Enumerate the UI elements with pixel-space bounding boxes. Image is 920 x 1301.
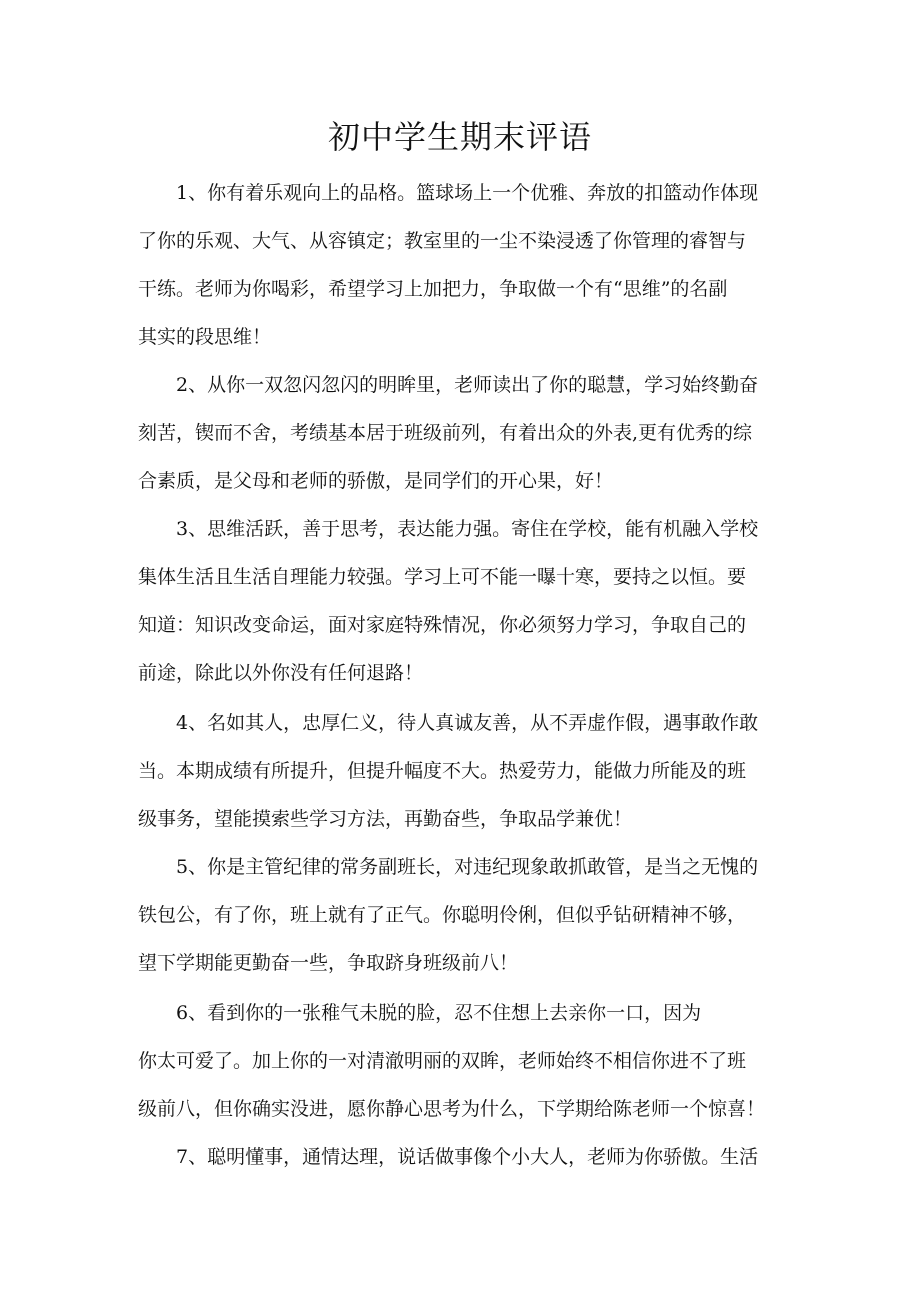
text-line: 级事务，望能摸索些学习方法，再勤奋些，争取品学兼优！ [138,808,633,830]
text-line: 3、思维活跃，善于思考，表达能力强。寄住在学校，能有机融入学校 [176,518,759,540]
text-line: 4、名如其人，忠厚仁义，待人真诚友善，从不弄虚作假，遇事敢作敢 [176,712,759,734]
text-line: 5、你是主管纪律的常务副班长，对违纪现象敢抓敢管，是当之无愧的 [176,856,759,878]
text-line: 刻苦，锲而不舍，考绩基本居于班级前列，有着出众的外表,更有优秀的综 [138,422,753,444]
text-line: 你太可爱了。加上你的一对清澈明丽的双眸，老师始终不相信你进不了班 [138,1050,747,1072]
text-line: 1、你有着乐观向上的品格。篮球场上一个优雅、奔放的扣篮动作体现 [176,182,759,204]
text-line: 当。本期成绩有所提升，但提升幅度不大。热爱劳力，能做力所能及的班 [138,760,747,782]
text-line: 望下学期能更勤奋一些，争取跻身班级前八！ [138,952,519,974]
text-line: 干练。老师为你喝彩，希望学习上加把力，争取做一个有“思维”的名副 [138,278,728,300]
text-line: 集体生活且生活自理能力较强。学习上可不能一曝十寒，要持之以恒。要 [138,566,747,588]
text-line: 2、从你一双忽闪忽闪的明眸里，老师读出了你的聪慧，学习始终勤奋 [176,374,759,396]
text-line: 其实的段思维！ [138,326,272,348]
page-title: 初中学生期末评语 [327,118,592,156]
text-line: 7、聪明懂事，通情达理，说话做事像个小大人，老师为你骄傲。生活 [176,1146,759,1168]
text-line: 知道：知识改变命运，面对家庭特殊情况，你必须努力学习，争取自己的 [138,614,747,636]
text-line: 前途，除此以外你没有任何退路！ [138,662,424,684]
text-line: 铁包公，有了你，班上就有了正气。你聪明伶俐，但似乎钻研精神不够， [138,904,747,926]
text-line: 合素质，是父母和老师的骄傲，是同学们的开心果，好！ [138,470,614,492]
text-line: 6、看到你的一张稚气未脱的脸，忍不住想上去亲你一口，因为 [176,1002,702,1024]
text-line: 了你的乐观、大气、从容镇定；教室里的一尘不染浸透了你管理的睿智与 [138,230,747,252]
text-line: 级前八，但你确实没进，愿你静心思考为什么，下学期给陈老师一个惊喜！ [138,1098,766,1120]
